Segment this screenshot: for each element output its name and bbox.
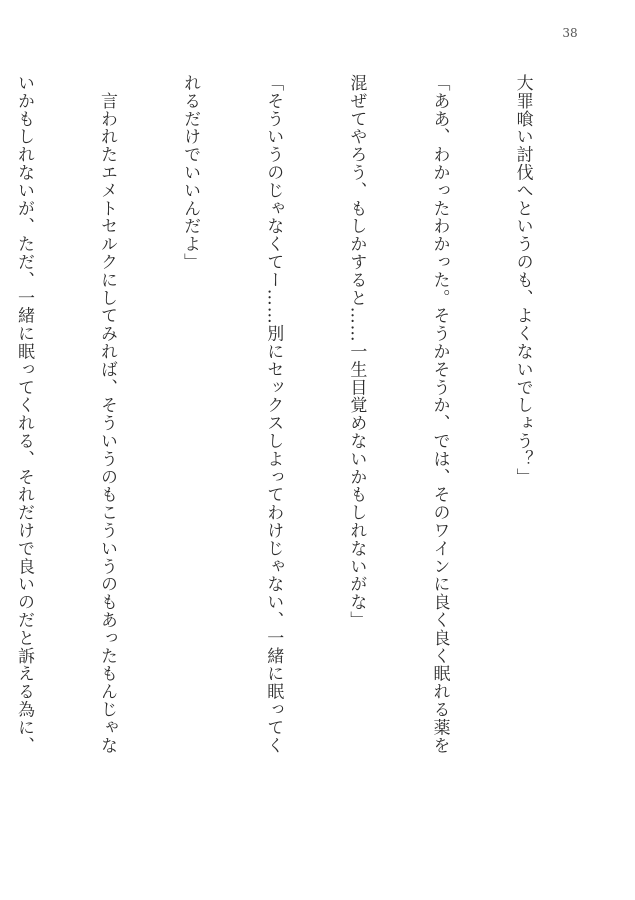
text-line: 混ぜてやろう、もしかすると……一生目覚めないかもしれないがな」 [346, 74, 367, 629]
page-number: 38 [562, 26, 578, 40]
text-line: 「そういうのじゃなくてー……別にセックスしよってわけじゃない、一緒に眠ってく [263, 74, 284, 755]
text-line: 言われたエメトセルクにしてみれば、そういうのもこういうのもあったもんじゃな [97, 74, 118, 755]
text-line: 大罪喰い討伐へというのも、よくないでしょう？」 [512, 74, 533, 486]
text-line: れるだけでいいんだよ」 [180, 74, 201, 271]
vertical-text-body [0, 74, 591, 874]
text-line: 「ああ、わかったわかった。そうかそうか、では、そのワインに良く良く眠れる薬を [429, 74, 450, 755]
text-line: いかもしれないが、ただ、一緒に眠ってくれる、それだけで良いのだと訴える為に、 [13, 74, 34, 755]
